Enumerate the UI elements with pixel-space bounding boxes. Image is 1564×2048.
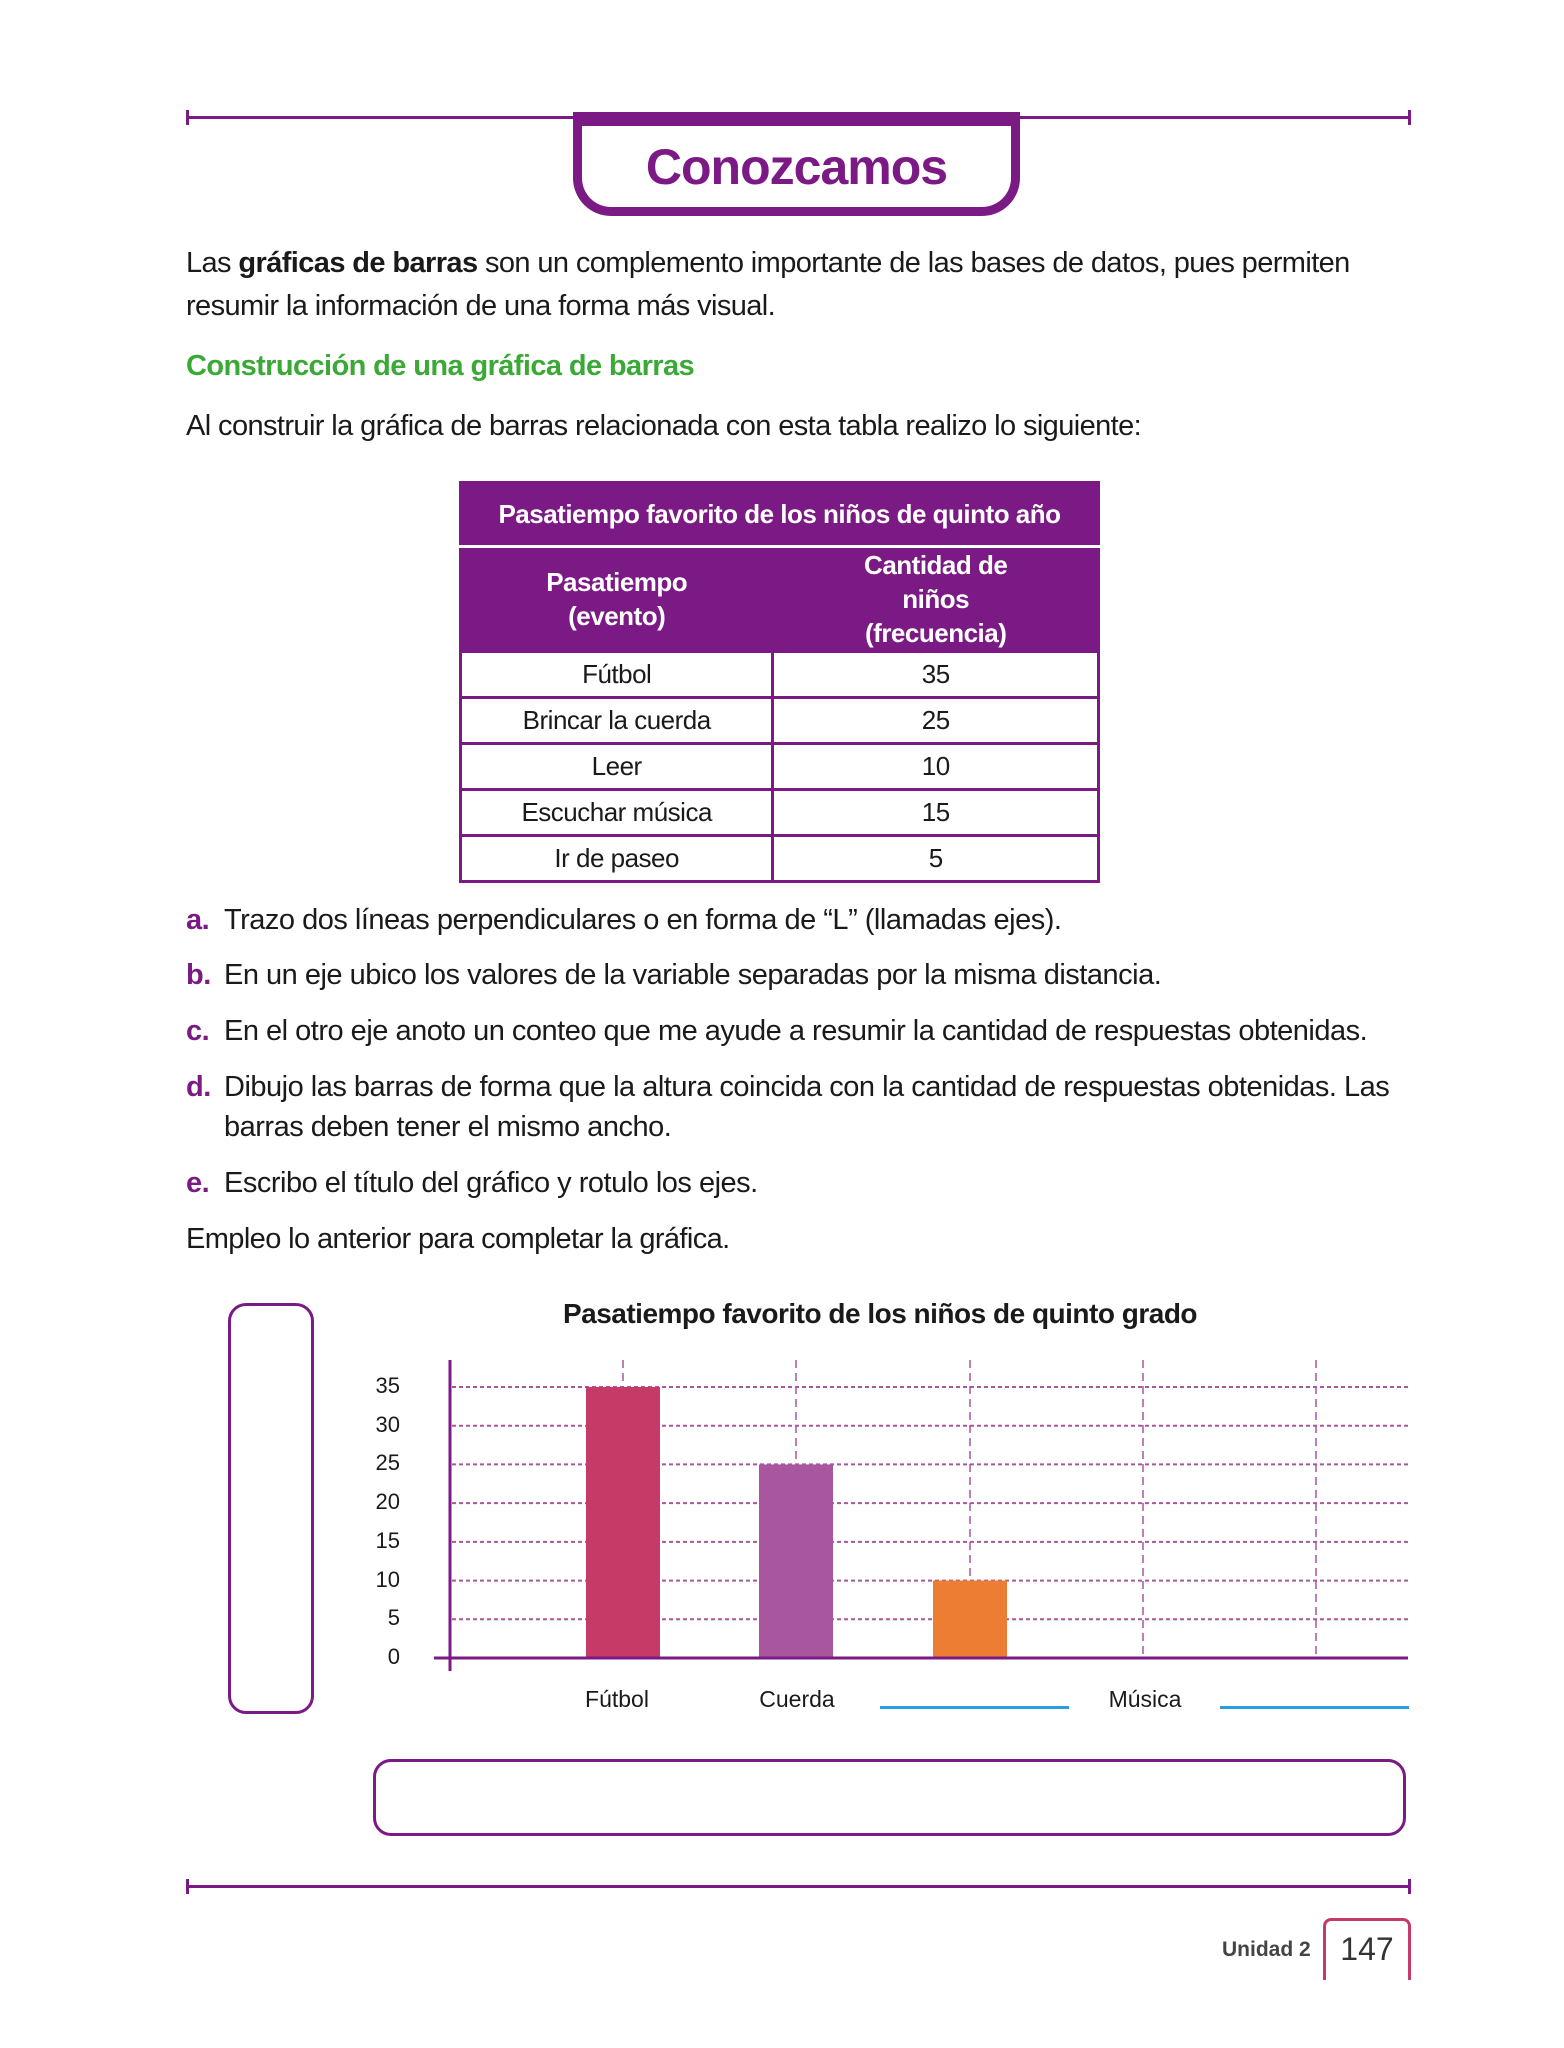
step-d: d. Dibujo las barras de forma que la altura coincida con la cantidad de respuestas obtenidas. Las barras deben tener el mismo ancho.	[186, 1071, 1390, 1143]
bottom-rule	[186, 1885, 1411, 1888]
y-tick-label: 0	[387, 1644, 400, 1669]
intro-paragraph: Las gráficas de barras son un complemento importante de las bases de datos, pues permiten resumir la información de una forma más visual.	[186, 247, 1350, 322]
x-label-futbol: Fútbol	[585, 1686, 649, 1712]
unit-label: Unidad 2	[1222, 1938, 1311, 1961]
step-b: b. En un eje ubico los valores de la variable separadas por la misma distancia.	[186, 959, 1162, 991]
y-tick-label: 5	[387, 1605, 400, 1631]
step-a: a. Trazo dos líneas perpendiculares o en forma de “L” (llamadas ejes).	[186, 904, 1062, 936]
y-tick-label: 10	[375, 1566, 400, 1592]
table-title: Pasatiempo favorito de los niños de quinto año	[461, 483, 1099, 547]
y-tick-label: 35	[375, 1373, 400, 1398]
bar-0	[586, 1387, 660, 1658]
table-row: Brincar la cuerda 25	[461, 698, 1099, 744]
table-row: Escuchar música 15	[461, 790, 1099, 836]
table-header: Pasatiempo (evento)	[461, 547, 773, 652]
section-title: Conozcamos	[645, 138, 948, 195]
table-row: Leer 10	[461, 744, 1099, 790]
x-label-musica: Música	[1108, 1686, 1182, 1712]
step-c: c. En el otro eje anoto un conteo que me ayude a resumir la cantidad de respuestas obtenidas.	[186, 1015, 1368, 1047]
x-label-cuerda: Cuerda	[759, 1686, 835, 1712]
lead-text: Al construir la gráfica de barras relacionada con esta tabla realizo lo siguiente:	[186, 410, 1142, 442]
step-e: e. Escribo el título del gráfico y rotulo los ejes.	[186, 1167, 758, 1199]
table-row: Fútbol 35	[461, 652, 1099, 698]
y-tick-label: 30	[375, 1411, 400, 1437]
x-label-blank-1[interactable]	[880, 1706, 1069, 1709]
y-tick-label: 20	[375, 1489, 400, 1515]
x-axis-label-box[interactable]	[373, 1759, 1406, 1836]
y-tick-label: 25	[375, 1450, 400, 1476]
closing-text: Empleo lo anterior para completar la gráfica.	[186, 1223, 730, 1255]
y-tick-label: 15	[375, 1527, 400, 1553]
bar-2	[933, 1581, 1007, 1658]
table-row: Ir de paseo 5	[461, 836, 1099, 882]
page-number: 147	[1323, 1918, 1411, 1980]
section-heading: Construcción de una gráfica de barras	[186, 350, 694, 382]
bar-1	[759, 1464, 833, 1658]
table-header: Cantidad de niños (frecuencia)	[773, 547, 1099, 652]
chart-title: Pasatiempo favorito de los niños de quinto grado	[562, 1298, 1198, 1329]
x-label-blank-2[interactable]	[1220, 1706, 1409, 1709]
